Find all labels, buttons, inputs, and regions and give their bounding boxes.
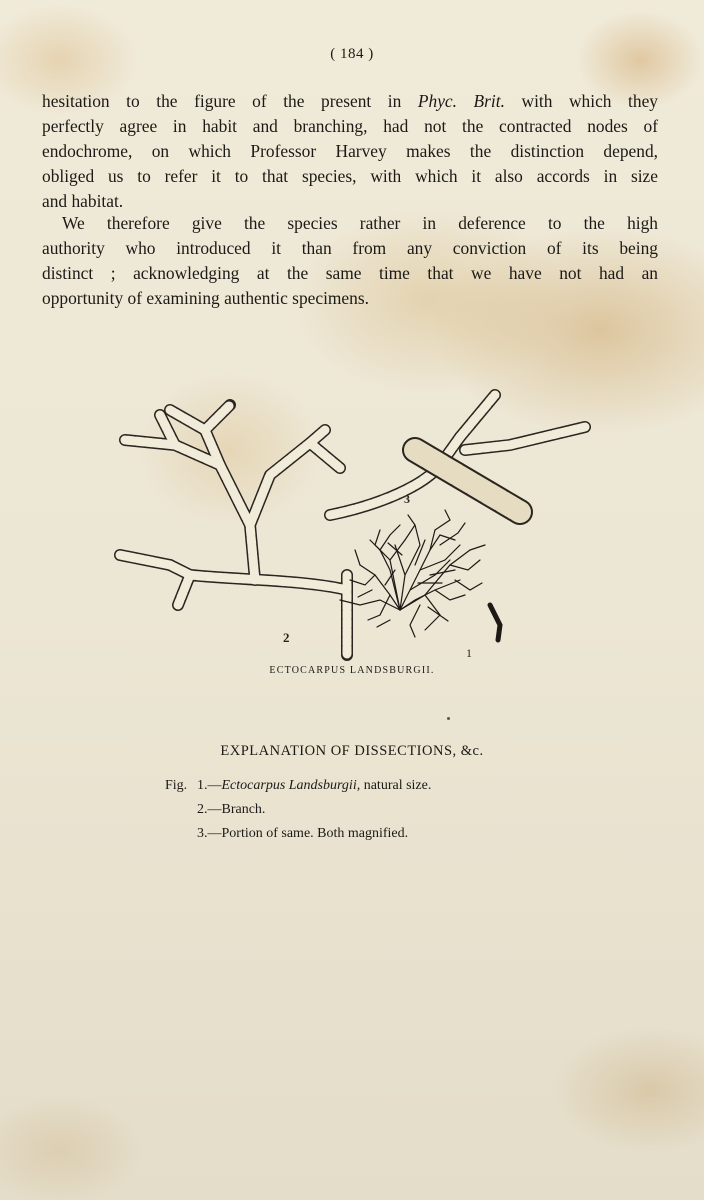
paragraph-1-line-2: perfectly agree in habit and branching, had not the contracted nodes of: [42, 116, 658, 136]
paragraph-2-line-4: opportunity of examining authentic specimens.: [42, 288, 369, 308]
text-segment: hesitation to the figure of the present in: [42, 91, 402, 111]
italic-reference: Phyc. Brit.: [417, 91, 505, 111]
item-1-number: 1.—: [197, 778, 222, 793]
paragraph-2: [42, 211, 658, 311]
paragraph-2-line-2: authority who introduced it than from any conviction of its being: [42, 238, 658, 258]
paragraph-1: [42, 89, 658, 214]
explanation-item-3: 3.—Portion of same. Both magnified.: [197, 826, 409, 841]
figure-label-1: 1: [466, 646, 472, 660]
item-1-description: natural size.: [360, 778, 432, 793]
fig-label: Fig.: [165, 778, 188, 793]
figure-caption: ECTOCARPUS LANDSBURGII.: [269, 665, 435, 676]
figure-1-tuft-drawing: [340, 510, 500, 640]
paragraph-1-line-1: [42, 89, 658, 114]
figure-3-portion-drawing: [330, 395, 585, 515]
figure-explanation-list: [165, 774, 431, 846]
page-number: ( 184 ): [330, 46, 374, 62]
item-1-species: Ectocarpus Landsburgii,: [221, 778, 361, 793]
paragraph-1-line-3: endochrome, on which Professor Harvey makes the distinction depend,: [42, 141, 658, 161]
paragraph-2-line-3: distinct ; acknowledging at the same time that we have not had an: [42, 263, 658, 283]
figure-label-3: 3: [404, 492, 410, 506]
paragraph-1-line-5: and habitat.: [42, 191, 124, 211]
paragraph-1-line-4: obliged us to refer it to that species, with which it also accords in size: [42, 166, 658, 186]
explanation-item-2: 2.—Branch.: [197, 802, 266, 817]
text-segment: with which they: [521, 91, 658, 111]
explanation-heading: EXPLANATION OF DISSECTIONS, &c.: [220, 743, 484, 759]
figure-label-2: 2: [283, 630, 290, 645]
explanation-item-1: [165, 774, 431, 798]
paragraph-2-line-1: We therefore give the species rather in deference to the high: [62, 213, 658, 233]
ink-dot: [447, 717, 450, 720]
alga-illustration: [90, 375, 610, 665]
figure-2-branch-drawing: [120, 405, 347, 655]
